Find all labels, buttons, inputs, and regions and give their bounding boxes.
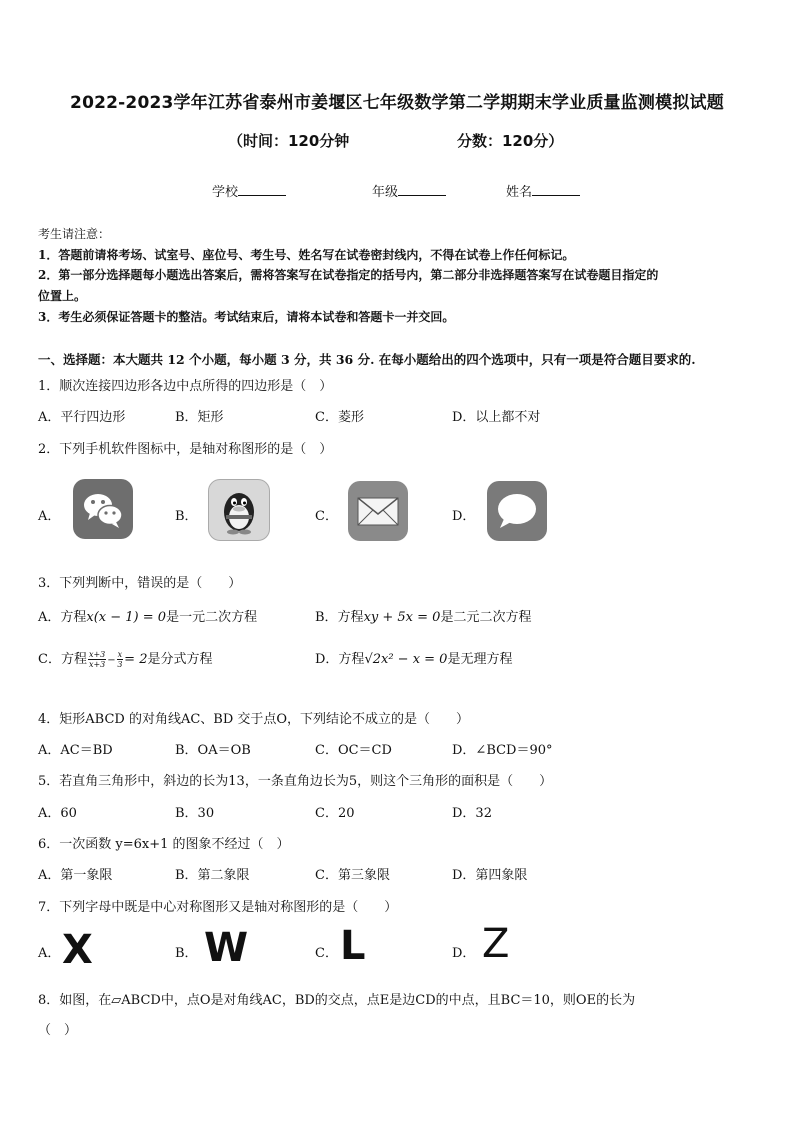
q6-option-b: B．第二象限: [175, 868, 250, 883]
q4-option-a: A．AC＝BD: [38, 743, 113, 758]
q5-option-d: D．32: [452, 806, 492, 821]
question-6: 6．一次函数 y=6x+1 的图象不经过（ ）: [38, 837, 290, 852]
grade-field: 年级: [372, 181, 446, 200]
q1-option-d: D．以上都不对: [452, 410, 541, 425]
q5-option-a: A．60: [38, 806, 77, 821]
q1-option-a: A．平行四边形: [38, 410, 126, 425]
q7-option-b: B．: [175, 946, 198, 961]
message-bubble-icon: [487, 481, 547, 541]
q3-c-fraction-1: $\frac{x+3}{x+3}$: [88, 650, 106, 669]
q6-option-c: C．第三象限: [315, 868, 390, 883]
q1-option-b: B．矩形: [175, 410, 224, 425]
note-2-cont: 位置上。: [38, 289, 87, 303]
q3-option-c: C．方程 $\frac{x+3}{x+3}$ − $\frac{x}{3}$ = 2是分式方程: [38, 650, 213, 669]
qq-penguin-icon: [208, 479, 270, 541]
question-8-paren: （ ）: [38, 1023, 78, 1038]
exam-score: 分数：120分）: [457, 132, 564, 150]
q7-letter-x: X: [62, 927, 93, 973]
q7-letter-z: Z: [482, 921, 510, 967]
q5-option-b: B．30: [175, 806, 215, 821]
q7-option-d: D．: [452, 946, 476, 961]
exam-time: （时间：120分钟: [228, 132, 350, 150]
question-1: 1．顺次连接四边形各边中点所得的四边形是（ ）: [38, 379, 333, 394]
q3-option-a: A．方程x(x − 1) = 0是一元二次方程: [38, 610, 258, 625]
page-title: 2022-2023学年江苏省泰州市姜堰区七年级数学第二学期期末学业质量监测模拟试题: [70, 93, 724, 113]
question-3: 3．下列判断中，错误的是（ ）: [38, 576, 242, 591]
q3-d-equation: √2x² − x = 0: [364, 652, 448, 667]
q6-option-a: A．第一象限: [38, 868, 113, 883]
q7-option-a: A．: [38, 946, 61, 961]
q6-option-d: D．第四象限: [452, 868, 528, 883]
q5-option-c: C．20: [315, 806, 355, 821]
q1-option-c: C．菱形: [315, 410, 364, 425]
mail-envelope-icon: [348, 481, 408, 541]
wechat-icon: [73, 479, 133, 539]
q7-letter-w: W: [204, 925, 249, 971]
question-4: 4．矩形ABCD 的对角线AC、BD 交于点O，下列结论不成立的是（ ）: [38, 712, 470, 727]
question-5: 5．若直角三角形中，斜边的长为13，一条直角边长为5，则这个三角形的面积是（ ）: [38, 774, 553, 789]
school-field: 学校: [212, 181, 286, 200]
q2-option-b: B．: [175, 509, 198, 524]
question-7: 7．下列字母中既是中心对称图形又是轴对称图形的是（ ）: [38, 900, 398, 915]
q3-option-b: B．方程xy + 5x = 0是二元二次方程: [315, 610, 532, 625]
q3-b-equation: xy + 5x = 0: [363, 610, 441, 625]
q4-option-b: B．OA＝OB: [175, 743, 251, 758]
note-1: 1．答题前请将考场、试室号、座位号、考生号、姓名写在试卷密封线内，不得在试卷上作任何标记。: [38, 248, 575, 262]
q3-a-equation: x(x − 1) = 0: [86, 610, 167, 625]
q3-option-d: D．方程√2x² − x = 0是无理方程: [315, 652, 513, 667]
notes-heading: 考生请注意：: [38, 227, 111, 241]
q7-letter-l: L: [340, 923, 366, 969]
q3-c-fraction-2: $\frac{x}{3}$: [117, 650, 123, 669]
q7-option-c: C．: [315, 946, 338, 961]
section-heading: 一、选择题：本大题共 12 个小题，每小题 3 分，共 36 分. 在每小题给出的四个选项中，只有一项是符合题目要求的.: [38, 352, 696, 367]
q4-option-c: C．OC＝CD: [315, 743, 392, 758]
q2-option-a: A．: [38, 509, 61, 524]
question-2: 2．下列手机软件图标中，是轴对称图形的是（ ）: [38, 442, 333, 457]
name-field: 姓名: [506, 181, 580, 200]
note-2: 2．第一部分选择题每小题选出答案后，需将答案写在试卷指定的括号内，第二部分非选择题答案写在试卷题目指定的: [38, 268, 659, 282]
q4-option-d: D．∠BCD＝90°: [452, 743, 553, 758]
q2-option-c: C．: [315, 509, 338, 524]
q2-option-d: D．: [452, 509, 476, 524]
question-8: 8．如图，在▱ABCD中，点O是对角线AC，BD的交点，点E是边CD的中点，且BC＝10，则OE的长为: [38, 993, 636, 1008]
note-3: 3．考生必须保证答题卡的整洁。考试结束后，请将本试卷和答题卡一并交回。: [38, 310, 455, 324]
